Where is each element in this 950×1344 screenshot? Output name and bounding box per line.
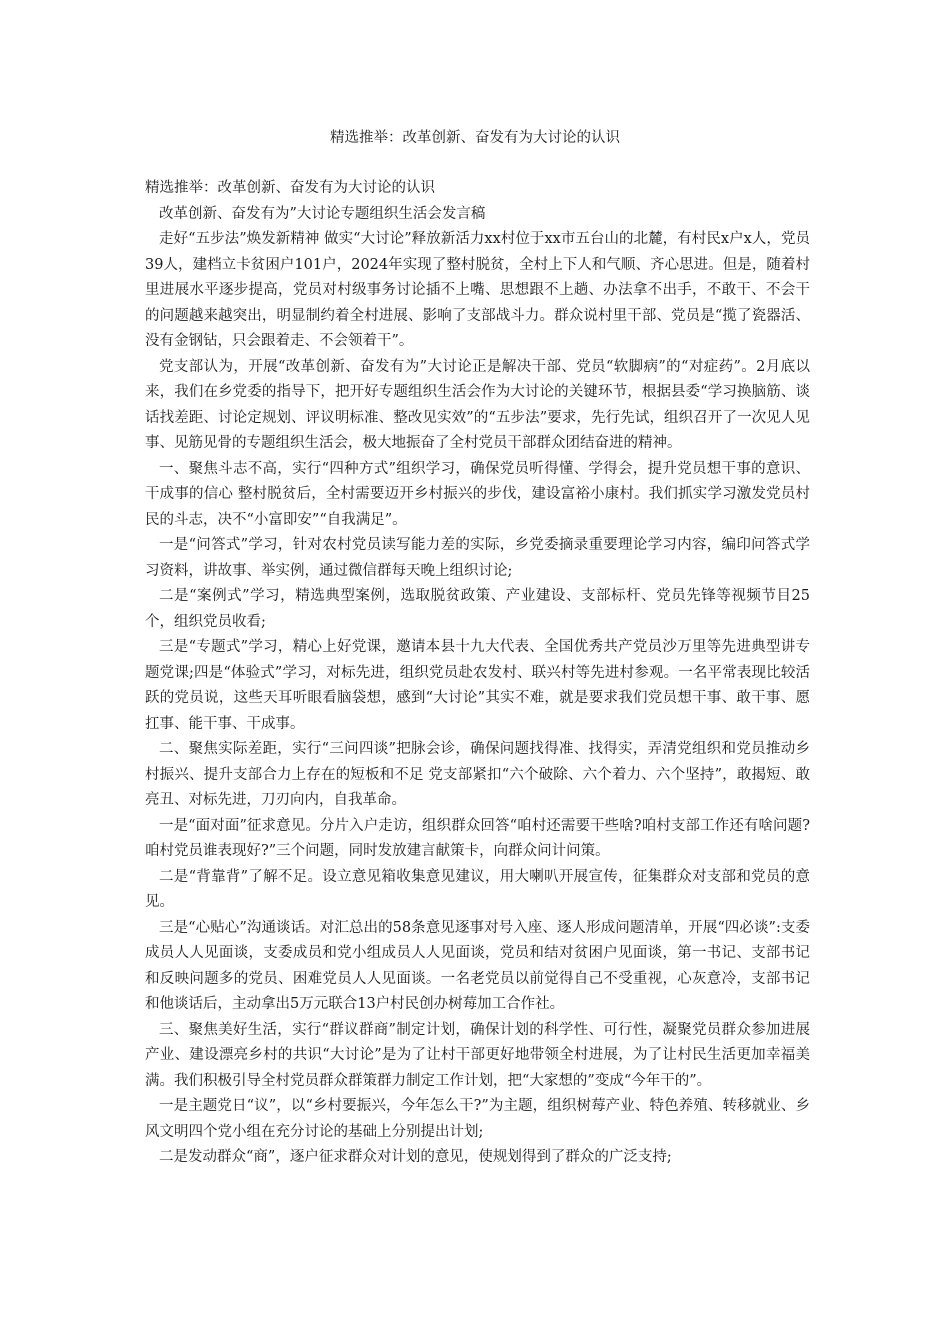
body-paragraph: 一是“问答式”学习，针对农村党员读写能力差的实际，乡党委摘录重要理论学习内容，编印问答式学习资料，讲故事、举实例，通过微信群每天晚上组织讨论; — [145, 537, 810, 579]
body-paragraph: 二是发动群众“商”，逐户征求群众对计划的意见，使规划得到了群众的广泛支持; — [159, 1149, 672, 1165]
body-paragraph: 党支部认为，开展“改革创新、奋发有为”大讨论正是解决干部、党员“软脚病”的“对症药”。2月底以来，我们在乡党委的指导下，把开好专题组织生活会作为大讨论的关键环节，根据县委“学习换脑筋、谈话找差距、讨论定规划、评议明标准、整改见实效”的“五步法”要求，先行先试，组织召开了一次见人见事、见筋见骨的专题组织生活会，极大地振奋了全村党员干部群众团结奋进的精神。 — [145, 358, 810, 451]
body-paragraph: 一是主题党日“议”，以“乡村要振兴，今年怎么干?”为主题，组织树莓产业、特色养殖、转移就业、乡风文明四个党小组在充分讨论的基础上分别提出计划; — [145, 1098, 810, 1140]
body-paragraph: 三是“心贴心”沟通谈话。对汇总出的58条意见逐事对号入座、逐人形成问题清单，开展“四必谈”:支委成员人人见面谈，支委成员和党小组成员人人见面谈，党员和结对贫困户见面谈，第一书记、支部书记和反映问题多的党员、困难党员人人见面谈。一名老党员以前觉得自己不受重视，心灰意冷，支部书记和他谈话后，主动拿出5万元联合13户村民创办树莓加工合作社。 — [145, 919, 810, 1012]
document-body — [145, 176, 810, 1171]
body-paragraph: 改革创新、奋发有为”大讨论专题组织生活会发言稿 — [159, 205, 486, 222]
body-paragraph: 三是“专题式”学习，精心上好党课，邀请本县十九大代表、全国优秀共产党员沙万里等先进典型讲专题党课;四是“体验式”学习，对标先进，组织党员赴农发村、联兴村等先进村参观。一名平常表现比较活跃的党员说，这些天耳听眼看脑袋想，感到“大讨论”其实不难，就是要求我们党员想干事、敢干事、愿扛事、能干事、干成事。 — [145, 639, 810, 732]
body-paragraph: 二是“案例式”学习，精选典型案例，选取脱贫政策、产业建设、支部标杆、党员先锋等视频节目25个，组织党员收看; — [145, 588, 810, 630]
body-paragraph: 二是“背靠背”了解不足。设立意见箱收集意见建议，用大喇叭开展宣传，征集群众对支部和党员的意见。 — [145, 868, 810, 910]
document-title: 精选推举：改革创新、奋发有为大讨论的认识 — [330, 130, 620, 146]
body-paragraph: 三、聚焦美好生活，实行“群议群商”制定计划，确保计划的科学性、可行性，凝聚党员群众参加进展产业、建设漂亮乡村的共识“大讨论”是为了让村干部更好地带领全村进展，为了让村民生活更加幸福美满。我们积极引导全村党员群众群策群力制定工作计划，把“大家想的”变成“今年干的”。 — [145, 1021, 810, 1089]
body-paragraph: 二、聚焦实际差距，实行“三问四谈”把脉会诊，确保问题找得准、找得实，弄清党组织和党员推动乡村振兴、提升支部合力上存在的短板和不足 党支部紧扣“六个破除、六个着力、六个坚持”，敢揭短、敢亮丑、对标先进，刀刃向内，自我革命。 — [145, 741, 810, 808]
body-paragraph: 一是“面对面”征求意见。分片入户走访，组织群众回答“咱村还需要干些啥?咱村支部工作还有啥问题?咱村党员谁表现好?”三个问题，同时发放建言献策卡，向群众问计问策。 — [145, 817, 810, 859]
body-paragraph: 精选推举：改革创新、奋发有为大讨论的认识 — [145, 180, 435, 196]
body-paragraph: 走好“五步法”焕发新精神 做实“大讨论”释放新活力xx村位于xx市五台山的北麓，有村民x户x人，党员39人，建档立卡贫困户101户，2024年实现了整村脱贫，全村上下人和气顺、齐心思进。但是，随着村里进展水平逐步提高，党员对村级事务讨论插不上嘴、思想跟不上趟、办法拿不出手，不敢干、不会干的问题越来越突出，明显制约着全村进展、影响了支部战斗力。群众说村里干部、党员是“揽了瓷器活、没有金钢钻，只会跟着走、不会领着干”。 — [145, 231, 810, 349]
body-paragraph: 一、聚焦斗志不高，实行“四种方式”组织学习，确保党员听得懂、学得会，提升党员想干事的意识、干成事的信心 整村脱贫后，全村需要迈开乡村振兴的步伐，建设富裕小康村。我们抓实学习激发党员村民的斗志，决不“小富即安”“自我满足”。 — [145, 460, 810, 528]
